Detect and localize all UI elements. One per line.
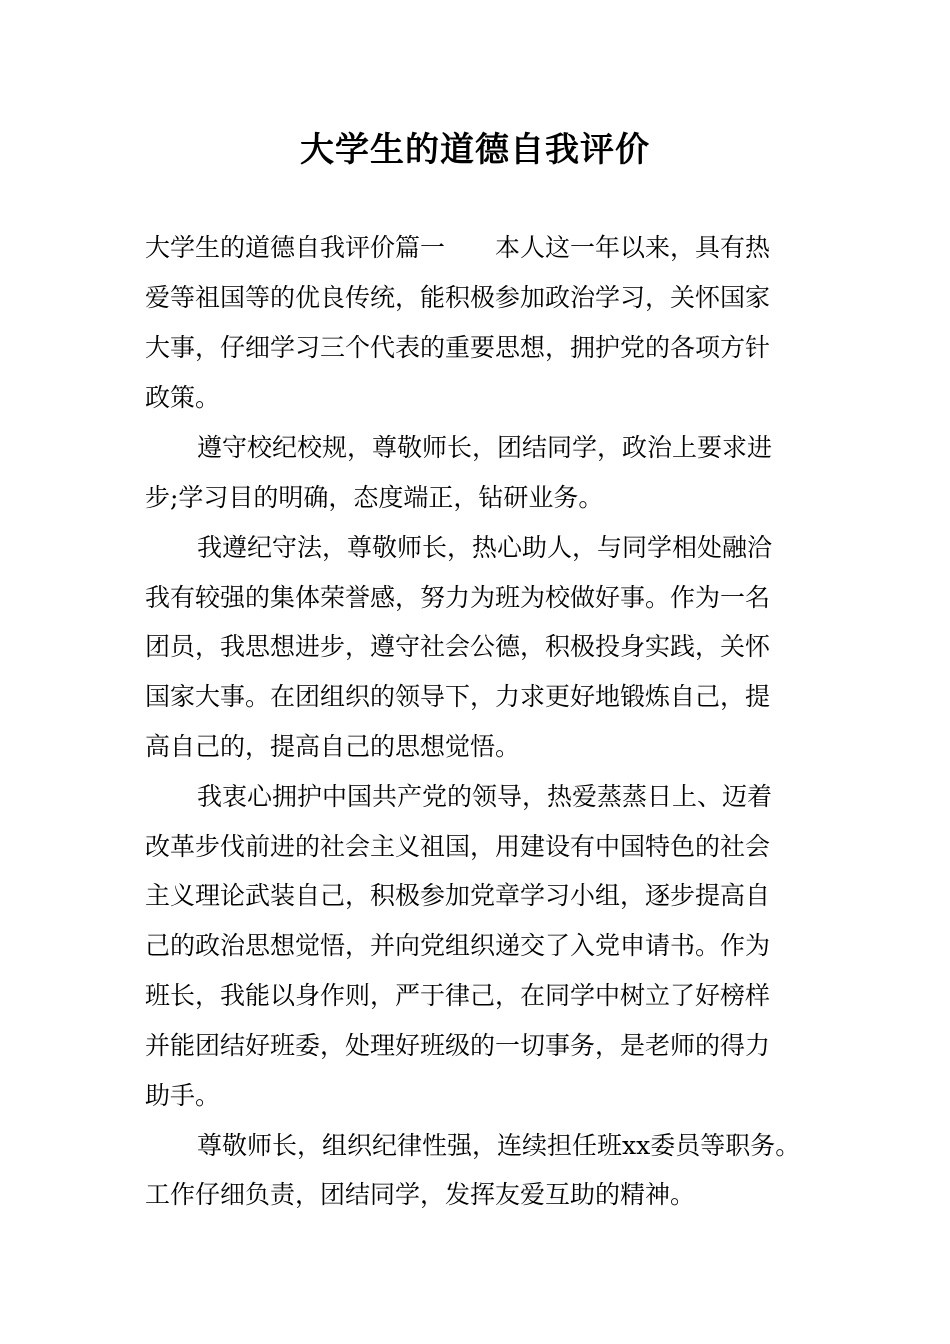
text-line: 大学生的道德自我评价篇一 本人这一年以来，具有热 — [145, 233, 771, 262]
text-line: 国家大事。在团组织的领导下，力求更好地锻炼自己，提 — [145, 682, 771, 711]
text-line: 助手。 — [145, 1081, 221, 1110]
text-line: 我遵纪守法，尊敬师长，热心助人，与同学相处融洽 — [197, 533, 773, 562]
text-line: 并能团结好班委，处理好班级的一切事务，是老师的得力 — [145, 1031, 771, 1060]
text-line: 我有较强的集体荣誉感，努力为班为校做好事。作为一名 — [145, 583, 771, 612]
text-line: 工作仔细负责，团结同学，发挥友爱互助的精神。 — [145, 1180, 696, 1209]
text-line: 班长，我能以身作则，严于律己，在同学中树立了好榜样 — [145, 981, 771, 1010]
text-line: 改革步伐前进的社会主义祖国，用建设有中国特色的社会 — [145, 832, 771, 861]
text-line: 主义理论武装自己，积极参加党章学习小组，逐步提高自 — [145, 881, 771, 910]
text-line: 己的政治思想觉悟，并向党组织递交了入党申请书。作为 — [145, 931, 771, 960]
text-line: 我衷心拥护中国共产党的领导，热爱蒸蒸日上、迈着 — [197, 782, 773, 811]
text-line: 大事，仔细学习三个代表的重要思想，拥护党的各项方针 — [145, 333, 771, 362]
text-line: 遵守校纪校规，尊敬师长，团结同学，政治上要求进 — [197, 433, 773, 462]
text-line: 爱等祖国等的优良传统，能积极参加政治学习，关怀国家 — [145, 283, 771, 312]
document-title: 大学生的道德自我评价 — [300, 130, 650, 170]
text-line: 政策。 — [145, 383, 221, 412]
text-line: 团员，我思想进步，遵守社会公德，积极投身实践，关怀 — [145, 632, 771, 661]
text-line: 步;学习目的明确，态度端正，钻研业务。 — [145, 483, 604, 512]
text-line: 高自己的，提高自己的思想觉悟。 — [145, 732, 521, 761]
text-line: 尊敬师长，组织纪律性强，连续担任班xx委员等职务。 — [197, 1131, 801, 1160]
